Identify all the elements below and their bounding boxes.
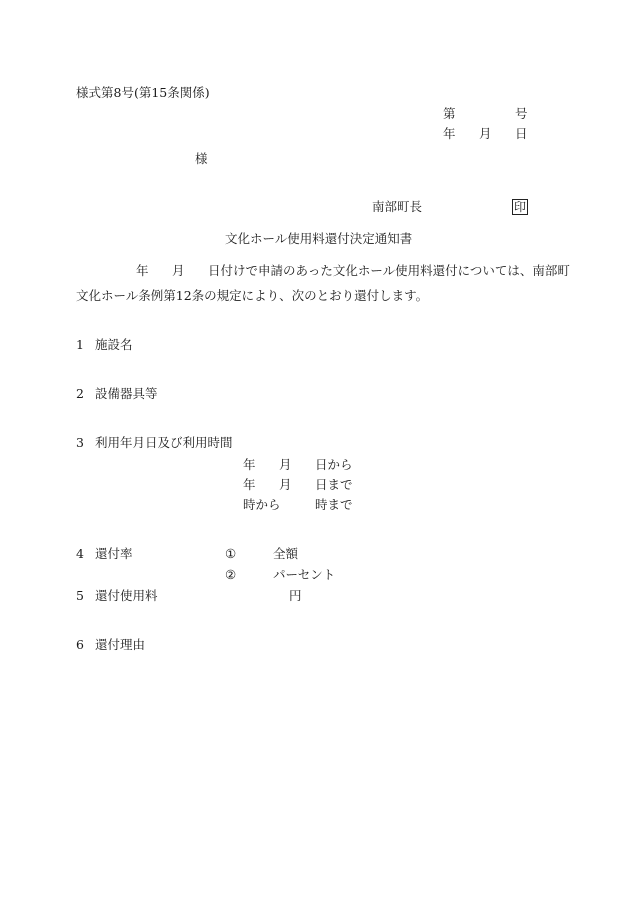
body-line-2: 文化ホール条例第12条の規定により、次のとおり還付します。 xyxy=(76,288,429,303)
option-1-mark: ① xyxy=(225,546,237,561)
item-1-number: 1 xyxy=(76,337,84,352)
time-from: 時から xyxy=(243,497,281,512)
body-year: 年 xyxy=(136,263,149,278)
option-1-text: 全額 xyxy=(273,546,299,561)
form-number: 様式第8号(第15条関係) xyxy=(76,85,210,100)
item-3-number: 3 xyxy=(76,435,84,450)
item-3-label: 利用年月日及び利用時間 xyxy=(95,435,233,450)
to-day: 日まで xyxy=(315,477,353,492)
document-title: 文化ホール使用料還付決定通知書 xyxy=(225,231,413,246)
body-month: 月 xyxy=(172,263,185,278)
date-month: 月 xyxy=(479,126,492,141)
date-year: 年 xyxy=(443,126,456,141)
addressee-honorific: 様 xyxy=(195,151,208,166)
item-5-label: 還付使用料 xyxy=(95,588,158,603)
to-year: 年 xyxy=(243,477,256,492)
from-day: 日から xyxy=(315,457,353,472)
item-6-number: 6 xyxy=(76,637,84,652)
time-to: 時まで xyxy=(315,497,353,512)
option-2-text: パーセント xyxy=(273,567,336,582)
seal-stamp: 印 xyxy=(513,200,526,214)
from-month: 月 xyxy=(279,457,292,472)
item-4-number: 4 xyxy=(76,546,84,561)
issuer-name: 南部町長 xyxy=(372,199,423,214)
item-6-label: 還付理由 xyxy=(95,637,146,652)
date-day: 日 xyxy=(515,126,528,141)
item-2-label: 設備器具等 xyxy=(95,386,158,401)
to-month: 月 xyxy=(279,477,292,492)
item-4-label: 還付率 xyxy=(95,546,133,561)
item-5-number: 5 xyxy=(76,588,84,603)
item-2-number: 2 xyxy=(76,386,84,401)
item-1-label: 施設名 xyxy=(95,337,133,352)
item-5-unit: 円 xyxy=(289,588,302,603)
from-year: 年 xyxy=(243,457,256,472)
body-line-1: 日付けで申請のあった文化ホール使用料還付については、南部町 xyxy=(208,263,570,278)
document-number-prefix: 第 xyxy=(443,106,456,121)
document-number-suffix: 号 xyxy=(515,106,528,121)
option-2-mark: ② xyxy=(225,567,237,582)
